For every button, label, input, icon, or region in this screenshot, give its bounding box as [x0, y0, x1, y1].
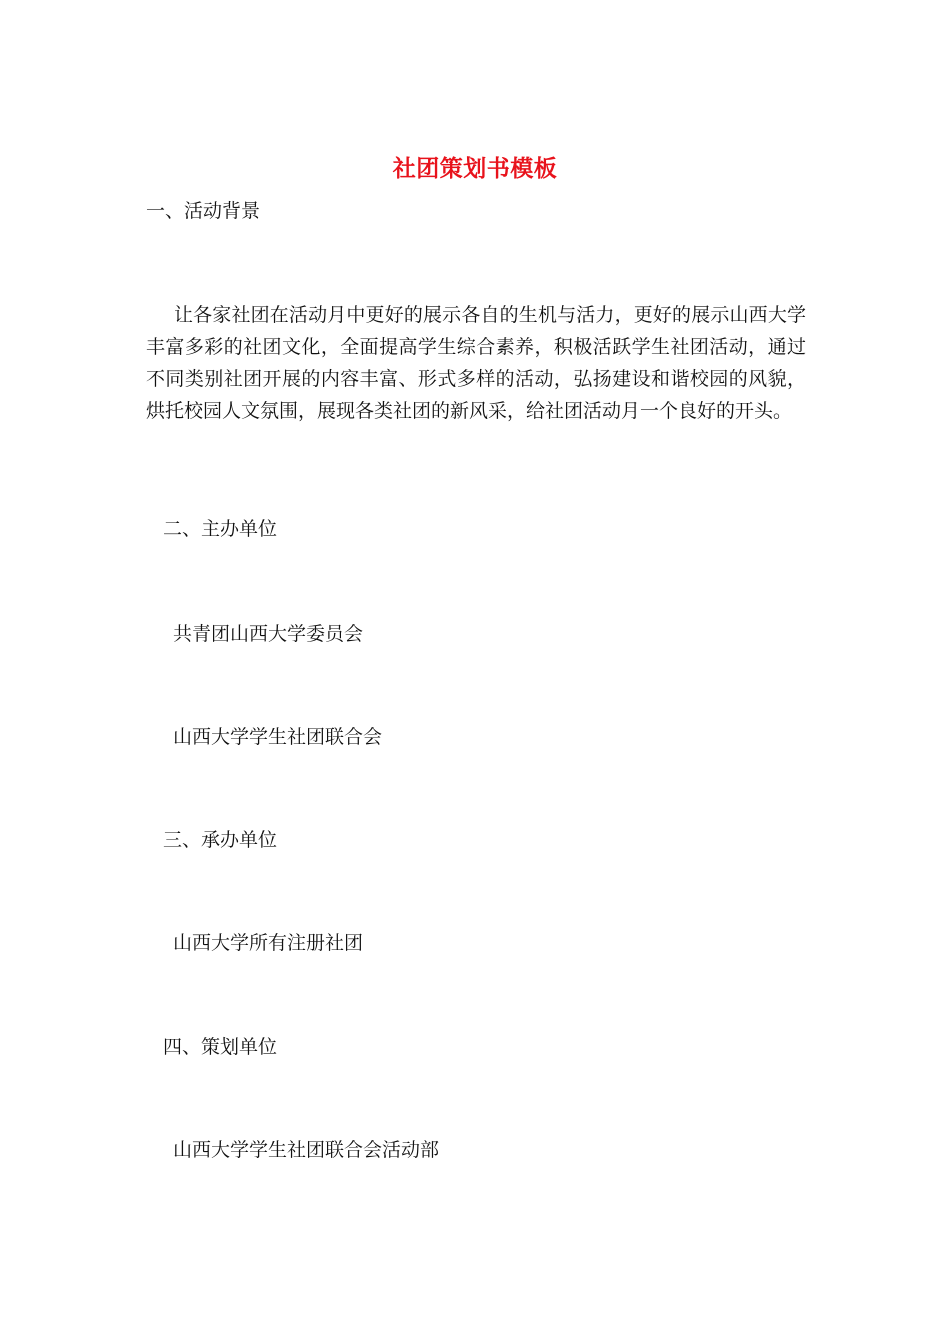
host-item: 山西大学学生社团联合会 — [173, 726, 383, 748]
paragraph-line: 烘托校园人文氛围，展现各类社团的新风采，给社团活动月一个良好的开头。 — [146, 400, 793, 422]
paragraph-line: 丰富多彩的社团文化，全面提高学生综合素养，积极活跃学生社团活动，通过 — [146, 336, 806, 358]
section-heading-organizer: 三、承办单位 — [163, 829, 278, 851]
planner-item: 山西大学学生社团联合会活动部 — [173, 1139, 440, 1161]
paragraph-line: 让各家社团在活动月中更好的展示各自的生机与活力，更好的展示山西大学 — [174, 304, 806, 326]
background-paragraph — [146, 299, 814, 427]
section-heading-background: 一、活动背景 — [146, 200, 261, 222]
organizer-item: 山西大学所有注册社团 — [173, 932, 364, 954]
host-item: 共青团山西大学委员会 — [173, 623, 364, 645]
paragraph-line: 不同类别社团开展的内容丰富、形式多样的活动，弘扬建设和谐校园的风貌， — [146, 368, 806, 390]
section-heading-planner: 四、策划单位 — [163, 1036, 278, 1058]
section-heading-host: 二、主办单位 — [163, 518, 278, 540]
document-title: 社团策划书模板 — [392, 155, 558, 182]
